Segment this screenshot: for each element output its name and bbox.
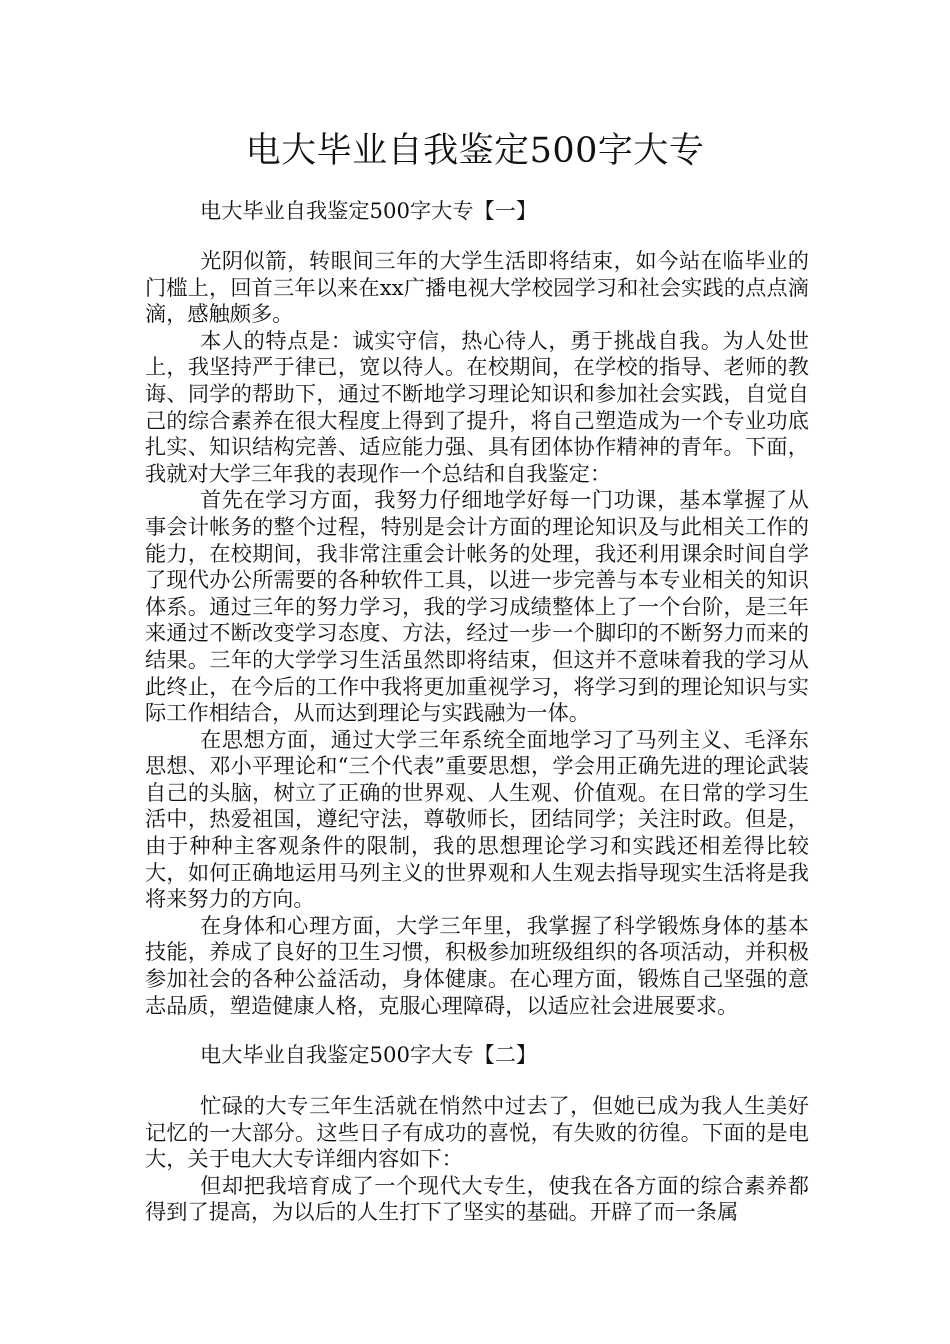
- section-heading-2: 电大毕业自我鉴定500字大专【二】: [200, 1042, 538, 1067]
- section-heading-1: 电大毕业自我鉴定500字大专【一】: [200, 198, 538, 223]
- paragraph: 忙碌的大专三年生活就在悄然中过去了，但她已成为我人生美好记忆的一大部分。这些日子有成功的喜悦，有失败的彷徨。下面的是电大，关于电大大专详细内容如下：: [145, 1093, 809, 1172]
- paragraph: 本人的特点是：诚实守信，热心待人，勇于挑战自我。为人处世上，我坚持严于律已，宽以待人。在校期间，在学校的指导、老师的教诲、同学的帮助下，通过不断地学习理论知识和参加社会实践，自觉自己的综合素养在很大程度上得到了提升，将自己塑造成为一个专业功底扎实、知识结构完善、适应能力强、具有团体协作精神的青年。下面，我就对大学三年我的表现作一个总结和自我鉴定：: [145, 327, 809, 486]
- paragraph: 但却把我培育成了一个现代大专生，使我在各方面的综合素养都得到了提高，为以后的人生打下了坚实的基础。开辟了而一条属: [145, 1172, 809, 1225]
- paragraph: 首先在学习方面，我努力仔细地学好每一门功课，基本掌握了从事会计帐务的整个过程，特别是会计方面的理论知识及与此相关工作的能力，在校期间，我非常注重会计帐务的处理，我还利用课余时间自学了现代办公所需要的各种软件工具，以进一步完善与本专业相关的知识体系。通过三年的努力学习，我的学习成绩整体上了一个台阶，是三年来通过不断改变学习态度、方法，经过一步一个脚印的不断努力而来的结果。三年的大学学习生活虽然即将结束，但这并不意味着我的学习从此终止，在今后的工作中我将更加重视学习，将学习到的理论知识与实际工作相结合，从而达到理论与实践融为一体。: [145, 487, 809, 726]
- paragraph: 在身体和心理方面，大学三年里，我掌握了科学锻炼身体的基本技能，养成了良好的卫生习惯，积极参加班级组织的各项活动，并积极参加社会的各种公益活动，身体健康。在心理方面，锻炼自己坚强的意志品质，塑造健康人格，克服心理障碍，以适应社会进展要求。: [145, 912, 809, 1018]
- document-title: 电大毕业自我鉴定500字大专: [245, 131, 705, 171]
- section-1-body: [145, 248, 809, 1019]
- paragraph: 光阴似箭，转眼间三年的大学生活即将结束，如今站在临毕业的门槛上，回首三年以来在xx广播电视大学校园学习和社会实践的点点滴滴，感触颇多。: [145, 248, 809, 327]
- paragraph: 在思想方面，通过大学三年系统全面地学习了马列主义、毛泽东思想、邓小平理论和“三个代表”重要思想，学会用正确先进的理论武装自己的头脑，树立了正确的世界观、人生观、价值观。在日常的学习生活中，热爱祖国，遵纪守法，尊敬师长，团结同学；关注时政。但是，由于种种主客观条件的限制，我的思想理论学习和实践还相差得比较大，如何正确地运用马列主义的世界观和人生观去指导现实生活将是我将来努力的方向。: [145, 726, 809, 912]
- section-2-body: [145, 1093, 809, 1226]
